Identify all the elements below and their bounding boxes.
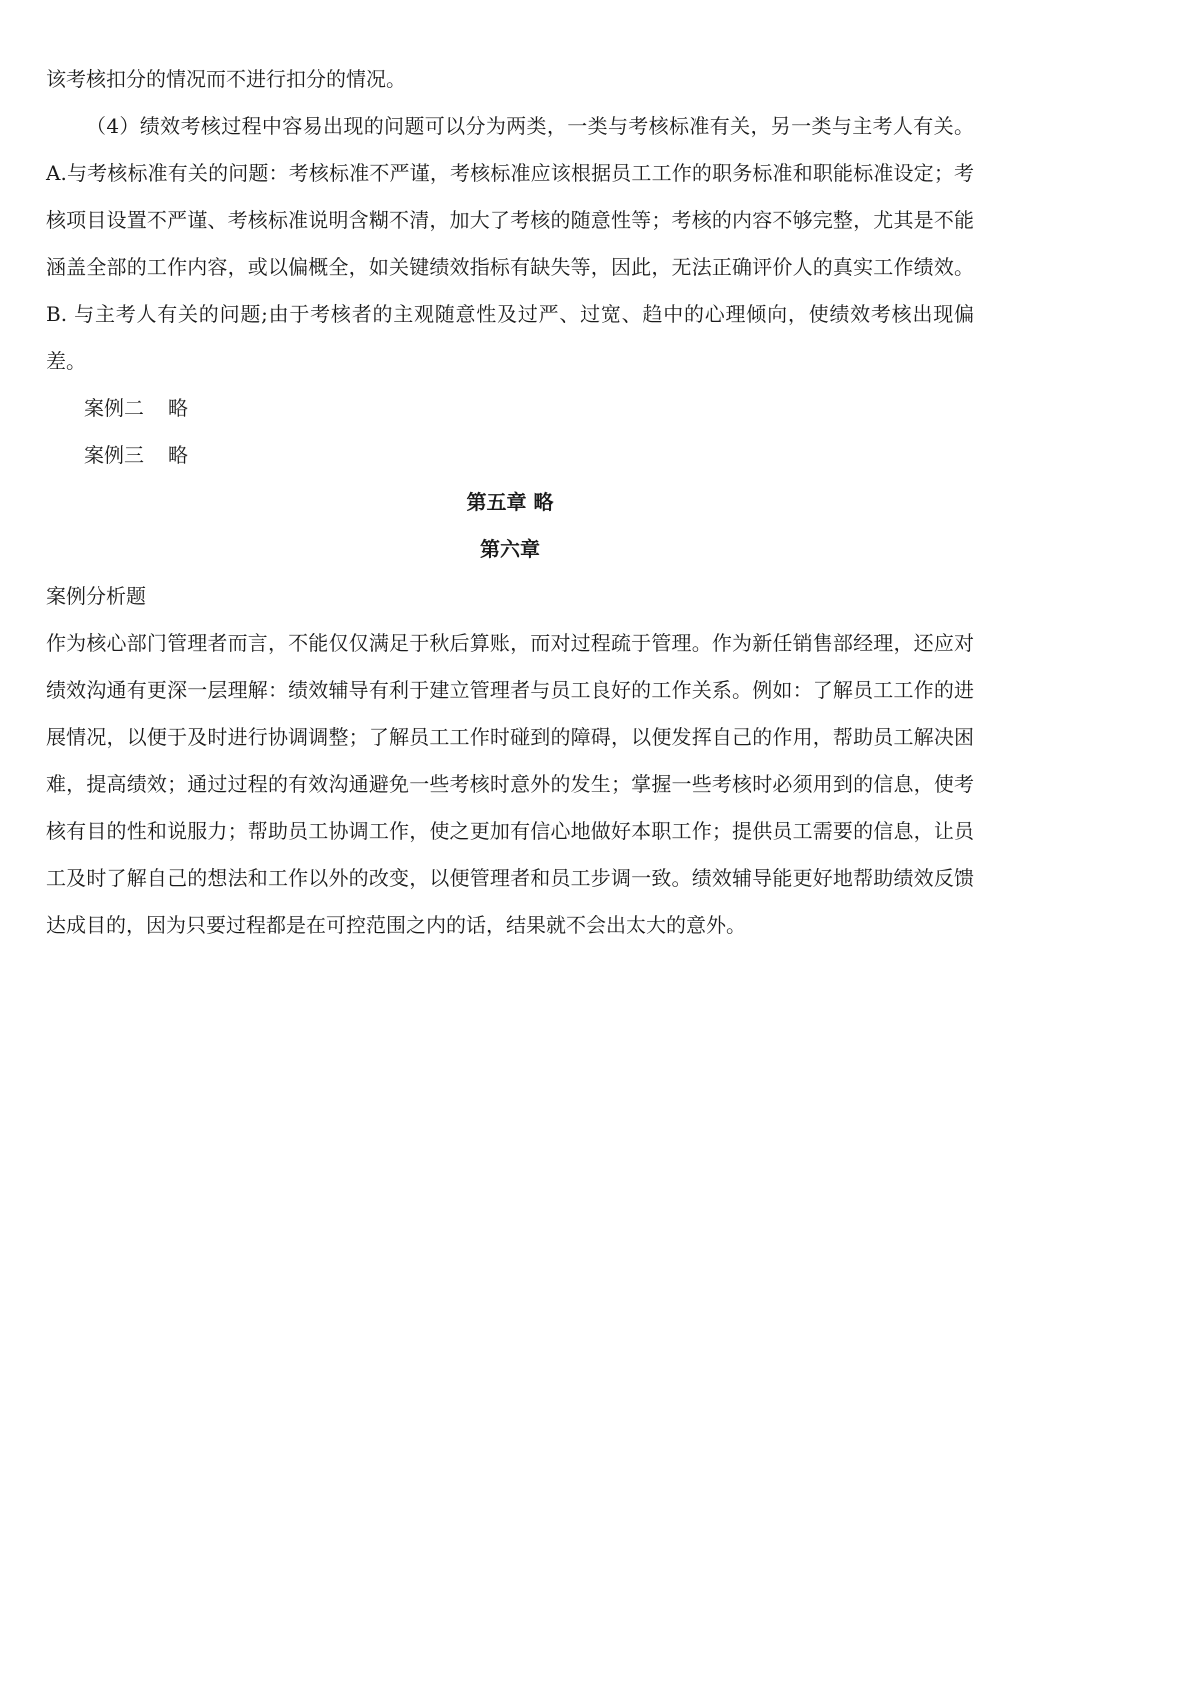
case-2-content: 略 — [168, 396, 188, 420]
case-3-line — [46, 432, 974, 479]
paragraph-continuation: 该考核扣分的情况而不进行扣分的情况。 — [46, 67, 406, 91]
case-3-name: 案例三 — [84, 443, 144, 467]
section-heading: 案例分析题 — [46, 584, 146, 608]
case-2-name: 案例二 — [84, 396, 144, 420]
paragraph-item-4: （4）绩效考核过程中容易出现的问题可以分为两类，一类与考核标准有关，另一类与主考人有关。A.与考核标准有关的问题：考核标准不严谨，考核标准应该根据员工工作的职务标准和职能标准设定；考核项目设置不严谨、考核标准说明含糊不清，加大了考核的随意性等；考核的内容不够完整，尤其是不能涵盖全部的工作内容，或以偏概全，如关键绩效指标有缺失等，因此，无法正确评价人的真实工作绩效。B. 与主考人有关的问题;由于考核者的主观随意性及过严、过宽、趋中的心理倾向，使绩效考核出现偏差。 — [46, 114, 974, 373]
chapter-6-heading: 第六章 — [480, 537, 540, 561]
case-3-content: 略 — [168, 443, 188, 467]
chapter-5-heading: 第五章 略 — [466, 490, 554, 514]
paragraph-chapter-6: 作为核心部门管理者而言，不能仅仅满足于秋后算账，而对过程疏于管理。作为新任销售部经理，还应对绩效沟通有更深一层理解：绩效辅导有利于建立管理者与员工良好的工作关系。例如：了解员工工作的进展情况，以便于及时进行协调调整；了解员工工作时碰到的障碍，以便发挥自己的作用，帮助员工解决困难，提高绩效；通过过程的有效沟通避免一些考核时意外的发生；掌握一些考核时必须用到的信息，使考核有目的性和说服力；帮助员工协调工作，使之更加有信心地做好本职工作；提供员工需要的信息，让员工及时了解自己的想法和工作以外的改变，以便管理者和员工步调一致。绩效辅导能更好地帮助绩效反馈达成目的，因为只要过程都是在可控范围之内的话，结果就不会出太大的意外。 — [46, 631, 974, 937]
case-2-line — [46, 385, 974, 432]
document-page — [46, 56, 974, 949]
